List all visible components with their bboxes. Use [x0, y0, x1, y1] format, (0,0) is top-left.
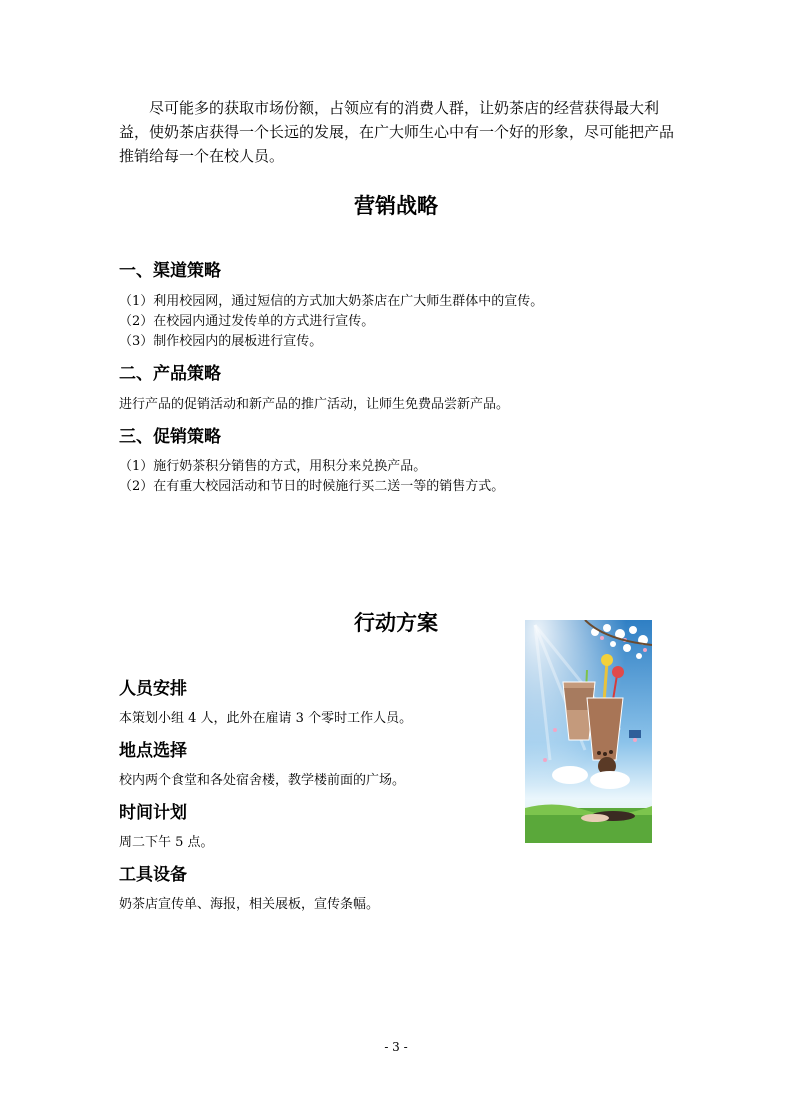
- promotion-item-2: （2）在有重大校园活动和节日的时候施行买二送一等的销售方式。: [119, 479, 505, 494]
- staff-text: 本策划小组 4 人，此外在雇请 3 个零时工作人员。: [119, 711, 413, 726]
- staff-heading: 人员安排: [119, 679, 187, 699]
- promotion-strategy-heading: 三、促销策略: [119, 427, 221, 447]
- product-strategy-heading: 二、产品策略: [119, 364, 221, 384]
- location-text: 校内两个食堂和各处宿舍楼，教学楼前面的广场。: [119, 773, 406, 788]
- schedule-heading: 时间计划: [119, 803, 187, 823]
- channel-item-3: （3）制作校园内的展板进行宣传。: [119, 334, 323, 349]
- schedule-text: 周二下午 5 点。: [119, 835, 214, 850]
- milk-tea-poster: [525, 620, 652, 843]
- intro-paragraph: 尽可能多的获取市场份额，占领应有的消费人群，让奶茶店的经营获得最大利益，使奶茶店获得一个长远的发展，在广大师生心中有一个好的形象，尽可能把产品推销给每一个在校人员。: [119, 99, 675, 165]
- promotion-item-1: （1）施行奶茶积分销售的方式，用积分来兑换产品。: [119, 459, 427, 474]
- channel-strategy-heading: 一、渠道策略: [119, 261, 221, 281]
- marketing-title: 营销战略: [354, 194, 438, 218]
- equipment-text: 奶茶店宣传单、海报，相关展板，宣传条幅。: [119, 897, 380, 912]
- equipment-heading: 工具设备: [119, 865, 187, 885]
- channel-item-1: （1）利用校园网，通过短信的方式加大奶茶店在广大师生群体中的宣传。: [119, 294, 544, 309]
- channel-item-2: （2）在校园内通过发传单的方式进行宣传。: [119, 314, 375, 329]
- product-strategy-text: 进行产品的促销活动和新产品的推广活动，让师生免费品尝新产品。: [119, 397, 510, 412]
- location-heading: 地点选择: [119, 741, 187, 761]
- page-number: - 3 -: [384, 1040, 408, 1054]
- action-plan-title: 行动方案: [354, 611, 438, 635]
